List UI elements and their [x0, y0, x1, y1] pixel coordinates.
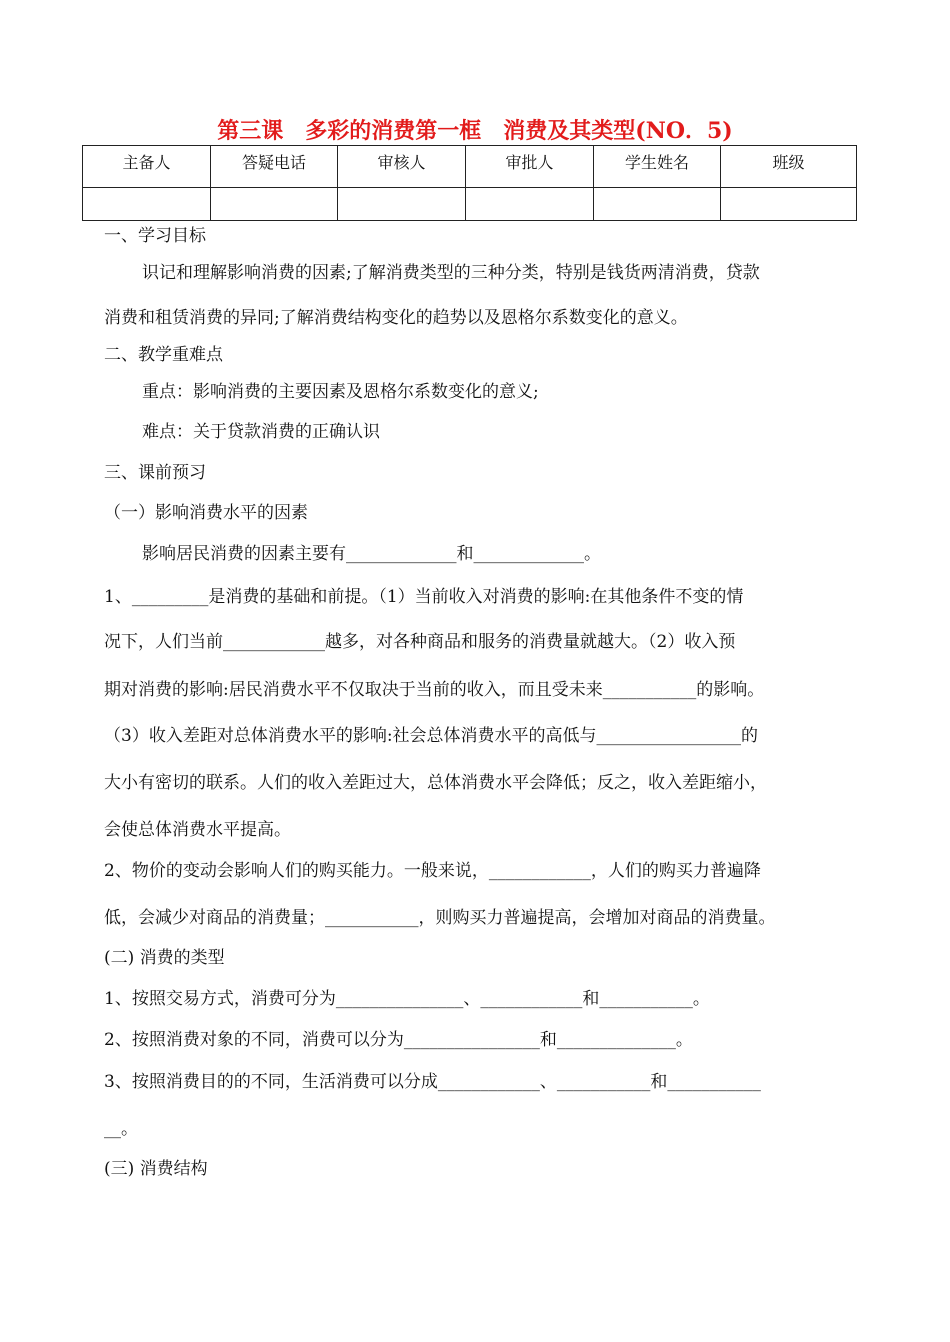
fill-in-question: 况下，人们当前____________越多，对各种商品和服务的消费量就越大。（2）收入预: [104, 632, 736, 652]
header-cell-student-name: 学生姓名: [594, 146, 721, 188]
blank-cell[interactable]: [466, 188, 594, 221]
fill-in-question: 3、按照消费目的的不同，生活消费可以分成____________、___________和___________: [104, 1072, 761, 1092]
objectives-text: 识记和理解影响消费的因素;了解消费类型的三种分类，特别是钱货两清消费，贷款: [142, 263, 760, 283]
fill-in-question: 1、_________是消费的基础和前提。（1）当前收入对消费的影响:在其他条件不变的情: [104, 587, 744, 607]
info-table-blank-row: [83, 188, 857, 221]
fill-in-question: __。: [104, 1119, 138, 1139]
body-text: 会使总体消费水平提高。: [104, 820, 291, 840]
blank-cell[interactable]: [83, 188, 211, 221]
objectives-text: 消费和租赁消费的异同;了解消费结构变化的趋势以及恩格尔系数变化的意义。: [104, 308, 688, 328]
difficult-point-text: 难点：关于贷款消费的正确认识: [142, 422, 380, 442]
header-cell-class: 班级: [721, 146, 857, 188]
section-heading-preview: 三、课前预习: [104, 463, 206, 483]
blank-cell[interactable]: [338, 188, 466, 221]
fill-in-question: 2、按照消费对象的不同，消费可以分为________________和______________。: [104, 1030, 693, 1050]
blank-cell[interactable]: [594, 188, 721, 221]
page-title: 第三课 多彩的消费第一框 消费及其类型(NO．5): [217, 118, 733, 144]
subsection-heading: (二) 消费的类型: [104, 948, 225, 968]
header-cell-approver: 审批人: [466, 146, 594, 188]
subsection-heading: (三) 消费结构: [104, 1159, 208, 1179]
fill-in-question: 期对消费的影响:居民消费水平不仅取决于当前的收入，而且受未来___________的影响。: [104, 680, 765, 700]
section-heading-objectives: 一、学习目标: [104, 226, 206, 246]
subsection-heading: （一）影响消费水平的因素: [104, 503, 308, 523]
fill-in-question: 影响居民消费的因素主要有_____________和_____________。: [142, 544, 601, 564]
key-point-text: 重点：影响消费的主要因素及恩格尔系数变化的意义;: [142, 382, 539, 402]
fill-in-question: 低，会减少对商品的消费量；___________，则购买力普遍提高，会增加对商品的消费量。: [104, 908, 776, 928]
header-cell-preparer: 主备人: [83, 146, 211, 188]
header-cell-reviewer: 审核人: [338, 146, 466, 188]
fill-in-question: 1、按照交易方式，消费可分为_______________、____________和___________。: [104, 989, 710, 1009]
info-table: [82, 145, 857, 221]
blank-cell[interactable]: [721, 188, 857, 221]
fill-in-question: （3）收入差距对总体消费水平的影响:社会总体消费水平的高低与_________________的: [104, 726, 759, 746]
info-table-header-row: [83, 146, 857, 188]
section-heading-key-points: 二、教学重难点: [104, 345, 223, 365]
header-cell-phone: 答疑电话: [211, 146, 338, 188]
body-text: 大小有密切的联系。人们的收入差距过大，总体消费水平会降低；反之，收入差距缩小，: [104, 773, 767, 793]
fill-in-question: 2、物价的变动会影响人们的购买能力。一般来说，____________，人们的购买力普遍降: [104, 861, 761, 881]
blank-cell[interactable]: [211, 188, 338, 221]
